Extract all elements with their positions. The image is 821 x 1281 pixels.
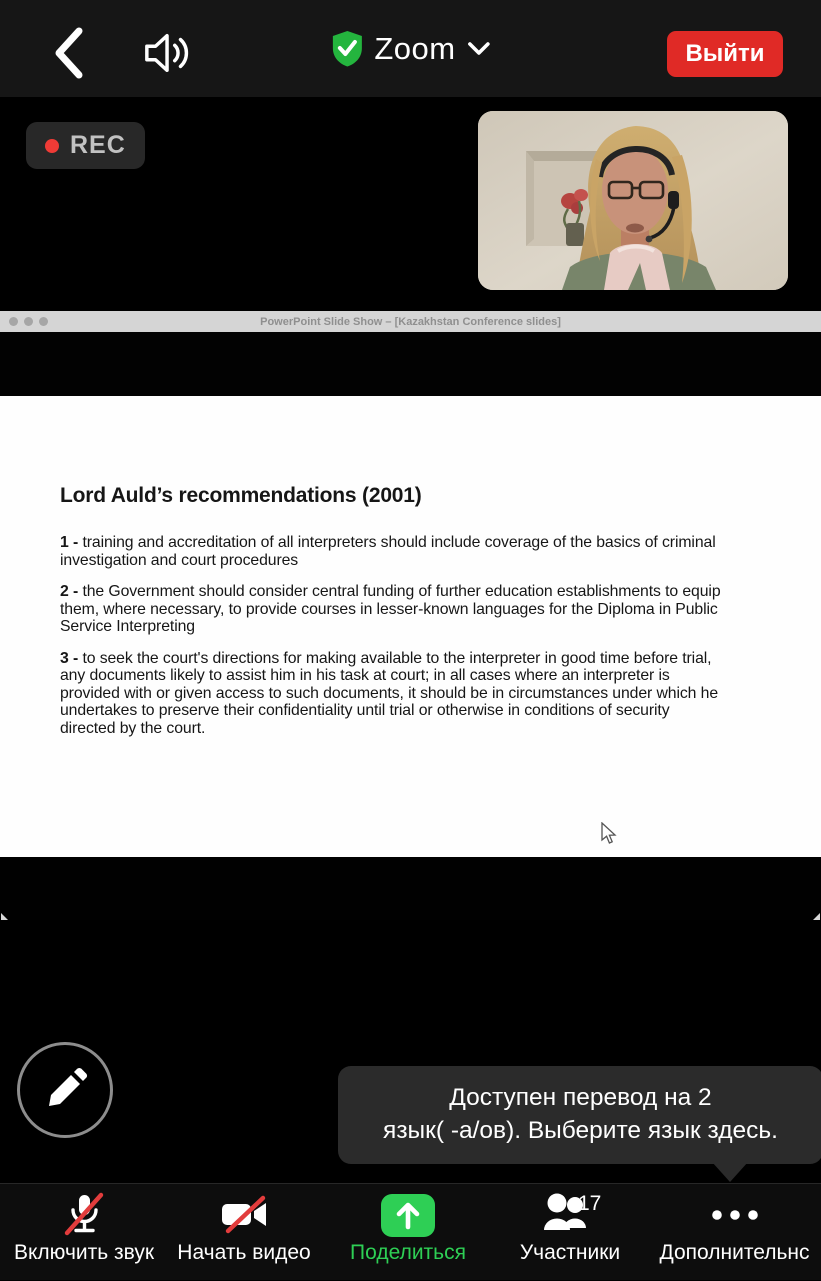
slide-point-1: 1 - training and accreditation of all interpreters should include coverage of the basics of criminal investigation and court procedures <box>60 534 716 569</box>
tooltip-line-2: язык( -а/ов). Выберите язык здесь. <box>383 1117 778 1144</box>
leave-button[interactable]: Выйти <box>667 31 783 77</box>
recording-indicator <box>26 122 145 169</box>
presenter-webcam-image <box>478 111 788 290</box>
start-video-button[interactable] <box>168 1184 320 1281</box>
security-shield-icon <box>330 30 363 67</box>
more-button[interactable] <box>648 1184 821 1281</box>
slide-letterbox-bottom <box>0 857 821 920</box>
more-label: Дополнительнс <box>659 1241 810 1264</box>
chevron-left-icon <box>53 27 83 79</box>
recording-dot-icon <box>45 139 59 153</box>
mouse-cursor <box>601 822 617 846</box>
speaker-button[interactable] <box>137 24 199 82</box>
slide-title: Lord Auld’s recommendations (2001) <box>60 484 422 507</box>
powerpoint-window-title: PowerPoint Slide Show – [Kazakhstan Conference slides] <box>260 315 561 328</box>
start-video-label: Начать видео <box>177 1241 311 1264</box>
window-resize-corner-left[interactable] <box>1 913 8 920</box>
window-resize-corner-right[interactable] <box>813 913 820 920</box>
share-label: Поделиться <box>350 1241 466 1264</box>
muted-mic-icon <box>59 1191 109 1239</box>
bottom-toolbar <box>0 1183 821 1280</box>
participants-label: Участники <box>519 1241 621 1264</box>
arrow-up-icon <box>391 1200 425 1230</box>
tooltip-line-1: Доступен перевод на 2 <box>449 1084 712 1111</box>
meeting-title-button[interactable] <box>330 0 490 97</box>
participant-video-thumbnail[interactable] <box>478 111 788 290</box>
camera-slash-icon <box>216 1193 272 1237</box>
speaker-icon <box>143 31 193 75</box>
back-button[interactable] <box>44 24 92 82</box>
pencil-icon <box>42 1067 88 1113</box>
powerpoint-titlebar <box>0 311 821 332</box>
slide-point-3: 3 - to seek the court's directions for making available to the interpreter in good time before trial, any documents likely to assist him in his task at court; in all cases where an interpreter is provided with or given access to such documents, it should be in circumstances under which he undertakes to preserve their confidentiality until trial or otherwise in conditions of security directed by the court. <box>60 649 719 737</box>
annotate-pencil-button[interactable] <box>17 1042 113 1138</box>
share-pill <box>381 1194 435 1237</box>
participants-count-badge: 17 <box>578 1192 602 1215</box>
share-button[interactable] <box>330 1184 486 1281</box>
top-bar <box>0 0 821 97</box>
slide <box>0 396 821 857</box>
ellipsis-icon <box>707 1205 763 1225</box>
unmute-button[interactable] <box>0 1184 168 1281</box>
recording-label: REC <box>70 131 126 159</box>
chevron-down-icon <box>467 41 491 56</box>
translation-tooltip[interactable] <box>338 1066 821 1164</box>
slide-point-2: 2 - the Government should consider central funding of further education establishments to equip them, where necessary, to provide courses in lesser-known languages for the Diploma in Public Service Interpreting <box>60 583 721 635</box>
unmute-label: Включить звук <box>13 1241 155 1264</box>
participants-button[interactable] <box>495 1184 645 1281</box>
slide-letterbox-top <box>0 332 821 396</box>
meeting-title: Zoom <box>374 30 456 66</box>
tooltip-tail <box>712 1162 748 1182</box>
